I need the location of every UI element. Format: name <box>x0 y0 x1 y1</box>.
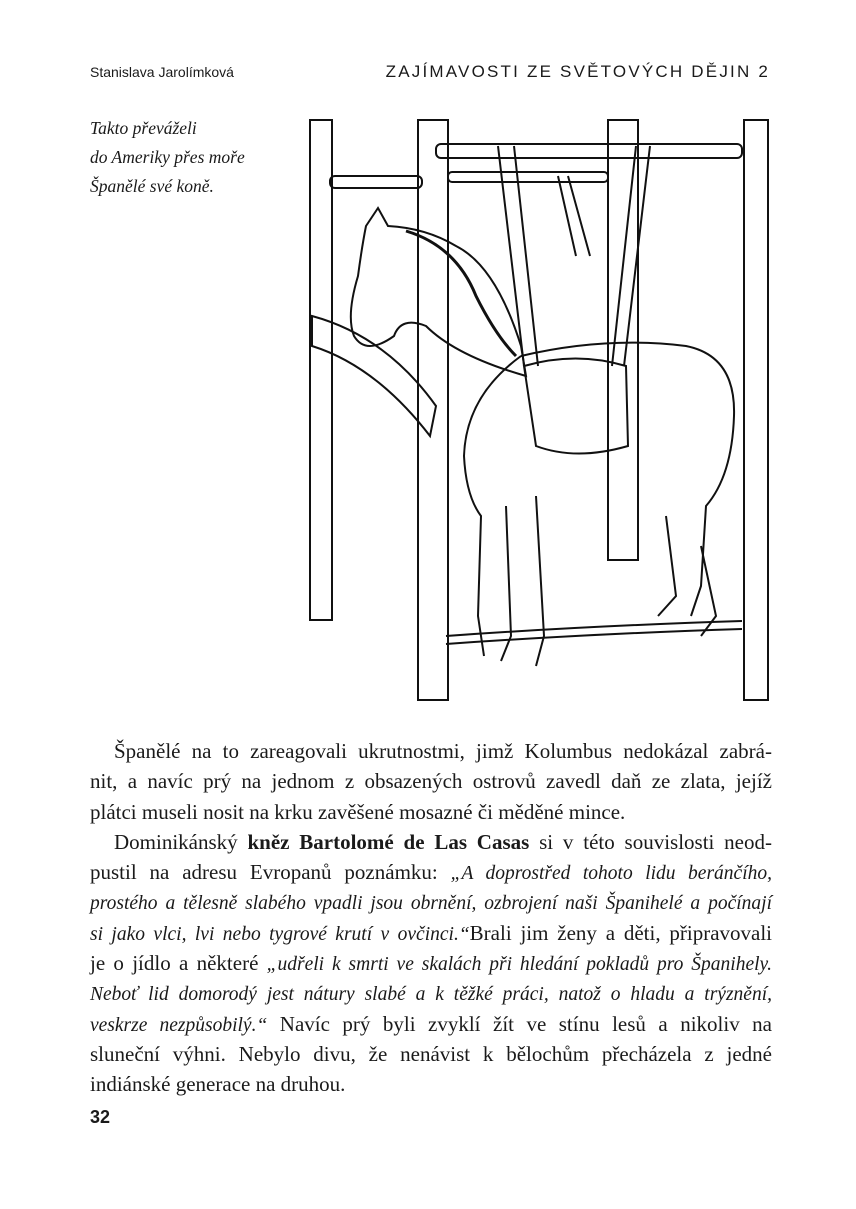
strap <box>612 146 650 366</box>
page-number: 32 <box>90 1107 111 1127</box>
quote-text: Neboť lid domorodý jest nátury slabé a k těžké práci, natož o hladu a trýznění, <box>90 984 772 1006</box>
text-line <box>90 857 772 887</box>
strap <box>558 176 590 256</box>
floor-plank <box>446 621 742 644</box>
strap <box>498 146 538 366</box>
text-line <box>90 766 772 796</box>
text-segment: Brali jim ženy a děti, připravovali <box>469 920 773 945</box>
text-segment: Španělé na to zareagovali ukrutnostmi, jimž Kolumbus nedokázal zabrá- <box>114 739 772 763</box>
horse-in-sling-illustration <box>306 116 774 704</box>
bar <box>436 144 742 158</box>
illustration-caption <box>90 114 245 201</box>
quote-text: „A doprostřed tohoto lidu beránčího, <box>450 863 772 885</box>
post <box>310 120 332 620</box>
text-segment: indiánské generace na druhou. <box>90 1072 346 1097</box>
quote-text: „udřeli k smrti ve skalách při hledání pokladů pro Španihely. <box>266 954 772 976</box>
post <box>418 120 448 700</box>
text-line <box>90 1069 772 1099</box>
post <box>744 120 768 700</box>
bar <box>448 172 608 182</box>
body-text <box>90 736 772 1100</box>
text-segment: Dominikánský <box>114 829 248 854</box>
text-line <box>90 827 772 857</box>
text-segment: sluneční výhni. Nebylo divu, že nenávist k bělochům přecházela z jedné <box>90 1041 772 1066</box>
quote-text: si jako vlci, lvi nebo tygrové krutí v ovčinci.“ <box>90 923 470 945</box>
text-line <box>90 797 772 827</box>
text-line <box>90 887 772 917</box>
text-line <box>90 1039 772 1069</box>
text-line <box>90 948 772 978</box>
text-line <box>90 736 772 766</box>
running-header-title: ZAJÍMAVOSTI ZE SVĚTOVÝCH DĚJIN 2 <box>385 62 770 81</box>
sling <box>524 359 628 454</box>
horse-body <box>464 343 734 656</box>
text-segment: pustil na adresu Evropanů poznámku: <box>90 860 451 885</box>
caption-line: do Ameriky přes moře <box>90 147 245 167</box>
caption-line: Takto převáželi <box>90 118 197 138</box>
running-header-author: Stanislava Jarolímková <box>90 64 234 80</box>
quote-text: prostého a tělesně slabého vpadli jsou obrnění, ozbrojení naši Španihelé a počínají <box>90 893 772 915</box>
text-line <box>90 1009 772 1039</box>
horse-head <box>351 208 526 376</box>
quote-text: veskrze nezpůsobilý.“ <box>90 1014 268 1036</box>
text-segment: nit, a navíc prý na jednom z obsazených ostrovů zavedl daň ze zlata, jejíž <box>90 769 772 794</box>
emphasis-text: kněz Bartolomé de Las Casas <box>247 829 530 854</box>
text-segment: plátci museli nosit na krku zavěšené mosazné či měděné mince. <box>90 799 626 824</box>
post <box>608 120 638 560</box>
text-line <box>90 918 772 948</box>
text-segment: si v této souvislosti neod- <box>529 829 772 854</box>
bar <box>330 176 422 188</box>
caption-line: Španělé své koně. <box>90 176 214 196</box>
text-segment: Navíc prý byli zvyklí žít ve stínu lesů a nikoliv na <box>267 1011 772 1036</box>
text-line <box>90 978 772 1008</box>
text-segment: je o jídlo a některé <box>90 951 267 976</box>
